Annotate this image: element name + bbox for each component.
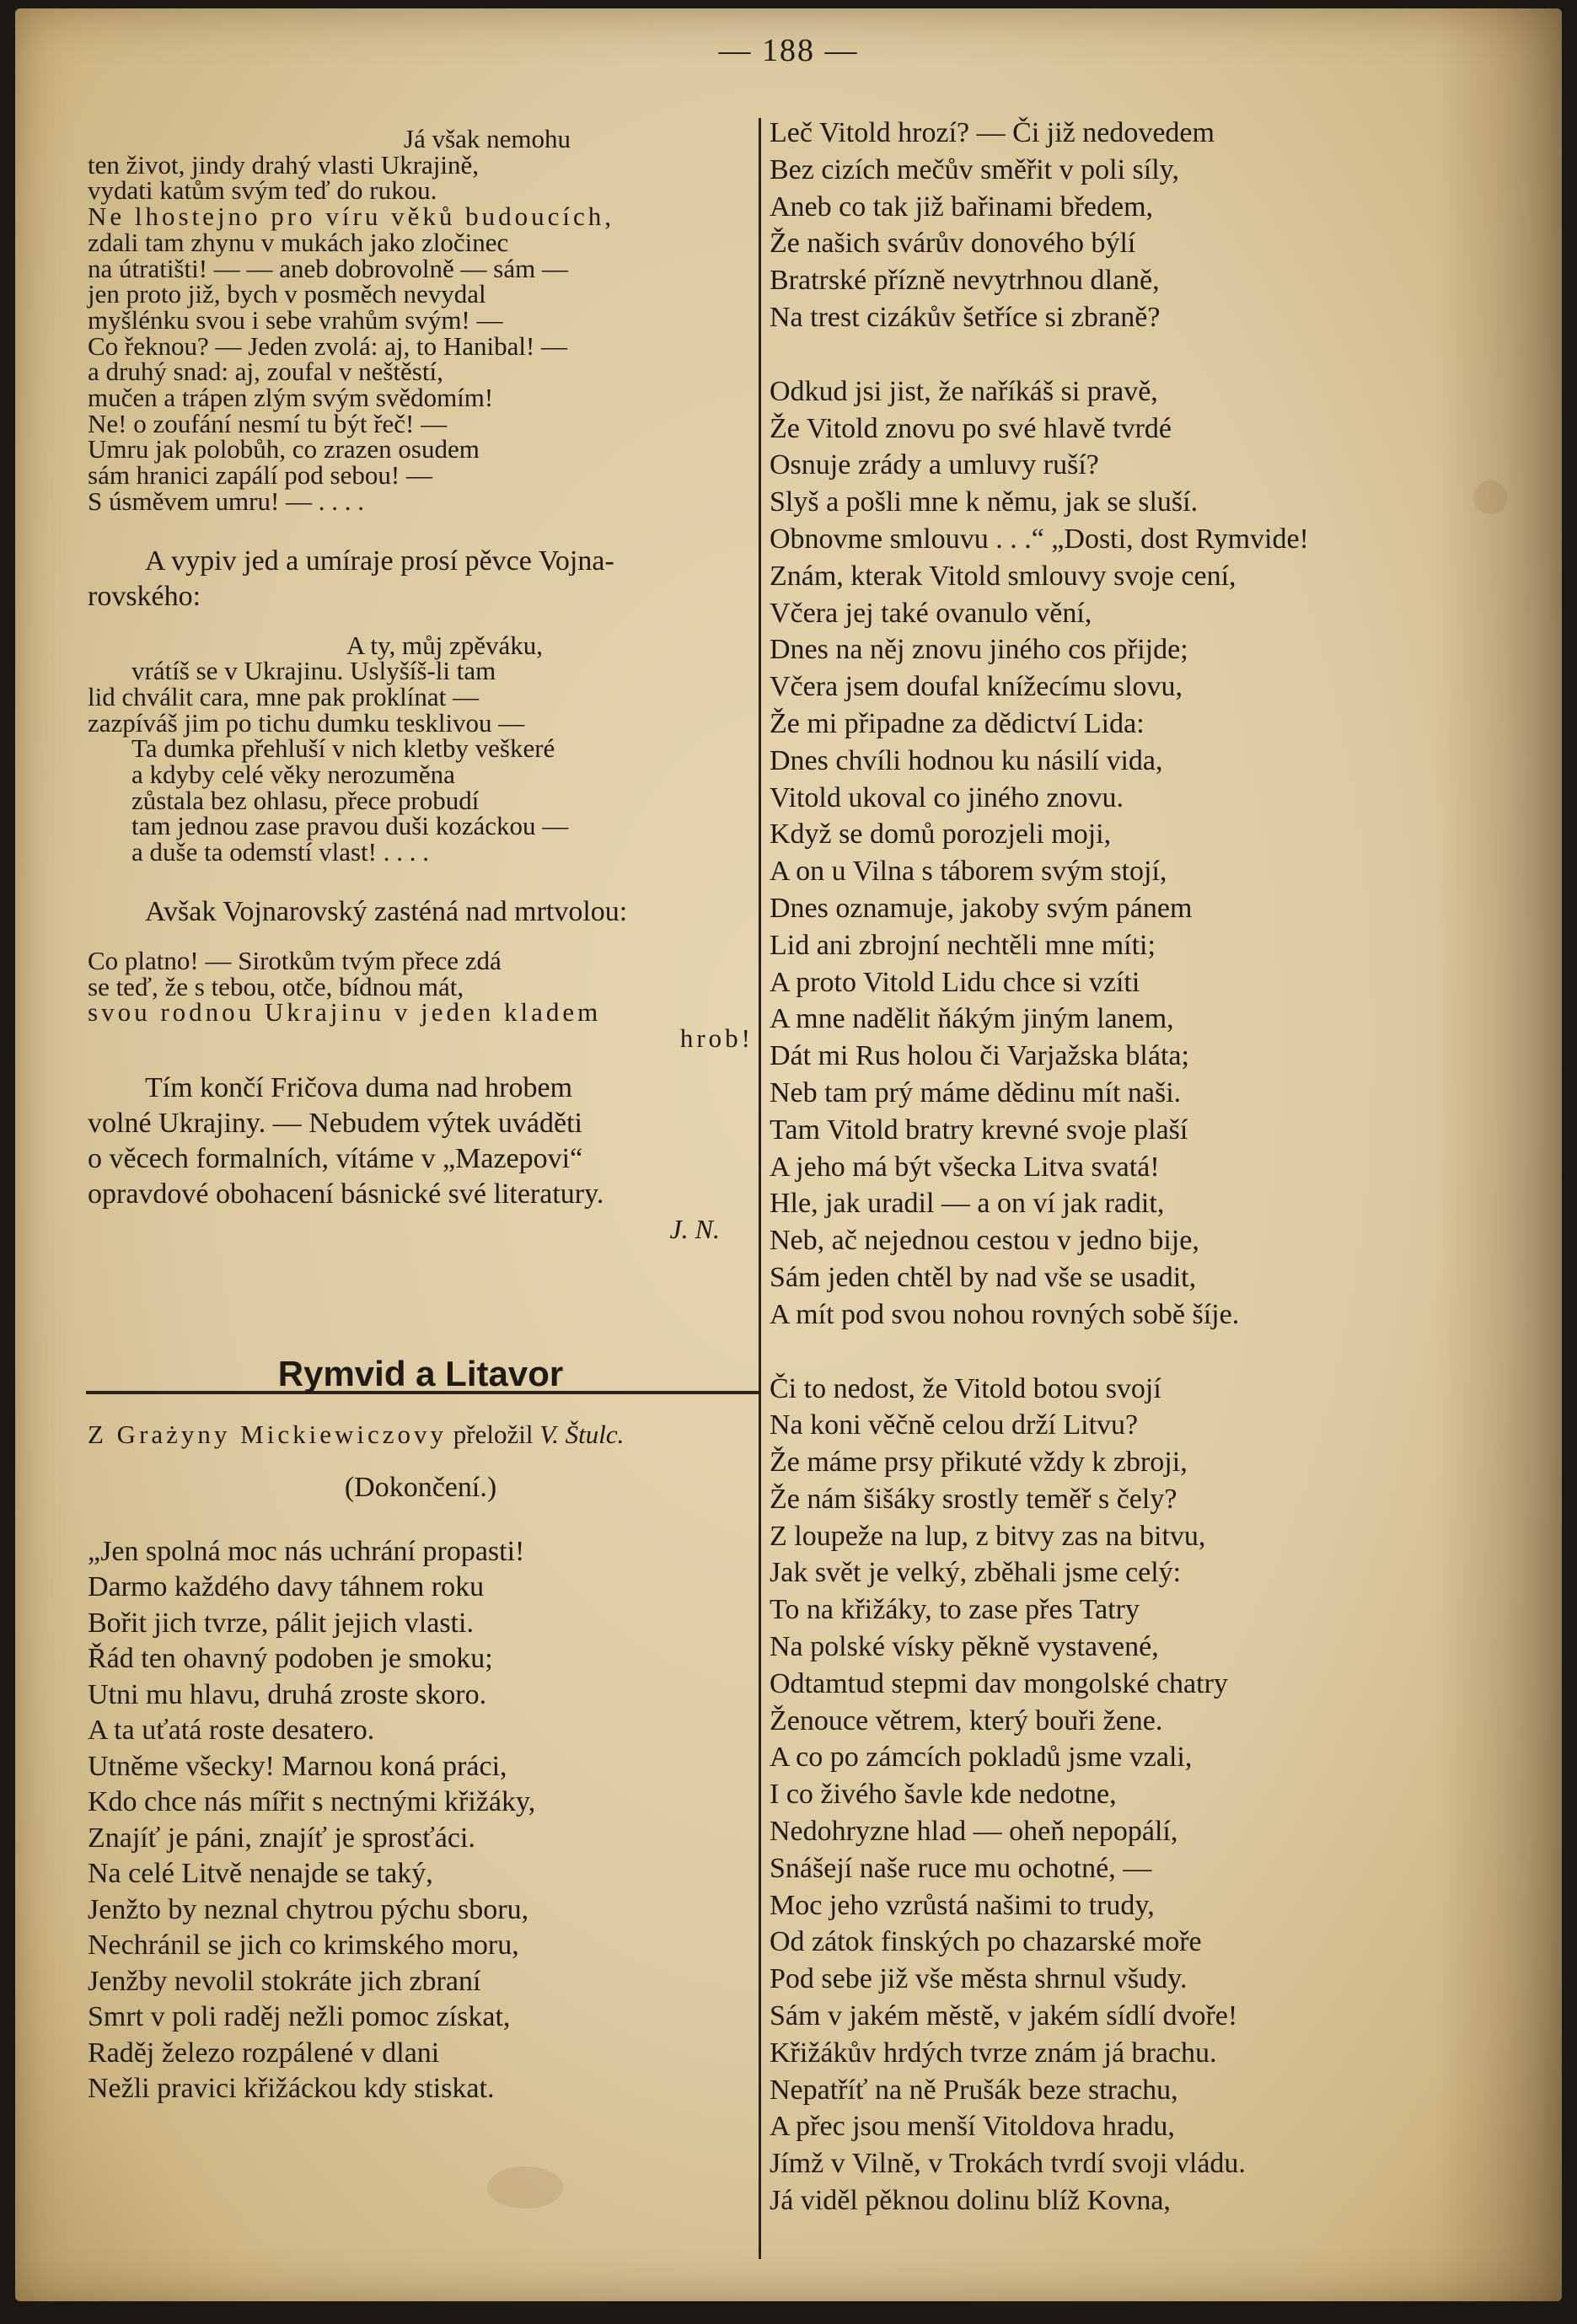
verse-line: ten život, jindy drahý vlasti Ukrajině, (88, 149, 480, 180)
verse-line: Leč Vitold hrozí? — Či již nedovedem (770, 117, 1215, 148)
verse-line: A jeho má být všecka Litva svatá! (770, 1151, 1160, 1183)
verse-line: a duše ta odemstí vlast! . . . . (131, 837, 429, 867)
verse-line: vydati katům svým teď do rukou. (88, 175, 437, 206)
verse-line: Odkud jsi jist, že naříkáš si pravě, (770, 375, 1158, 407)
verse-line: Znám, kterak Vitold smlouvy svoje cení, (770, 560, 1236, 592)
verse-line: Bratrské přízně nevytrhnou dlaně, (770, 265, 1160, 297)
verse-line: Nepatříť na ně Prušák beze strachu, (770, 2074, 1178, 2106)
verse-line: Ženouce větrem, který bouři žene. (770, 1704, 1163, 1736)
verse-line: Lid ani zbrojní nechtěli mne míti; (770, 929, 1156, 961)
verse-line: Jímž v Vilně, v Trokách tvrdí svoji vládu. (770, 2148, 1246, 2180)
poem-left (88, 1534, 754, 2107)
monologue-2 (88, 630, 754, 867)
verse-line: se teď, že s tebou, otče, bídnou mát, (88, 971, 464, 1001)
verse-line: Jak svět je velký, zběhali jsme celý: (770, 1557, 1182, 1589)
verse-line: zazpíváš jim po tichu dumku tesklivou — (88, 707, 525, 738)
paper-stain (487, 2166, 563, 2209)
verse-line: Že mi připadne za dědictví Lida: (770, 707, 1145, 739)
verse-line: Já viděl pěknou dolinu blíž Kovna, (770, 2185, 1171, 2217)
verse-line: Co platno! — Sirotkům tvým přece zdá (88, 945, 502, 975)
verse-line: A přec jsou menší Vitoldova hradu, (770, 2111, 1175, 2143)
section-title: Rymvid a Litavor (277, 1353, 564, 1393)
verse-line: zůstala bez ohlasu, přece probudí (131, 785, 480, 815)
verse-line: Dát mi Rus holou či Varjažska bláta; (770, 1040, 1189, 1072)
subtitle (88, 1418, 754, 1452)
verse-line: Že našich svárův donového býlí (770, 228, 1136, 260)
verse-line: A mít pod svou nohou rovných sobě šíje. (770, 1298, 1240, 1330)
verse-line: Včera jsem doufal knížecímu slovu, (770, 671, 1183, 703)
verse-line: Sám v jakém městě, v jakém sídlí dvoře! (770, 2000, 1238, 2032)
verse-line: Včera jej také ovanulo vění, (770, 597, 1092, 629)
verse-line: Obnovme smlouvu . . .“ „Dosti, dost Rymvide! (770, 523, 1309, 555)
right-column (770, 115, 1444, 2219)
next-page-edge (1435, 8, 1562, 2301)
verse-line: Když se domů porozjeli moji, (770, 818, 1112, 851)
verse-line: Křižákův hrdých tvrze znám já brachu. (770, 2037, 1217, 2069)
verse-line: „Jen spolná moc nás uchrání propasti! (88, 1535, 525, 1567)
monologue-1 (88, 126, 754, 515)
verse-line: A mne nadělit ňákým jiným lanem, (770, 1003, 1174, 1035)
verse-line: Ta dumka přehluší v nich kletby veškeré (131, 733, 555, 764)
verse-line: hrob! (679, 1022, 754, 1053)
verse-line: Že Vitold znovu po své hlavě tvrdé (770, 412, 1172, 444)
verse-line: Znajíť je páni, znajíť je sprosťáci. (88, 1822, 475, 1854)
paper-stain (1473, 480, 1507, 514)
verse-line: Osnuje zrády a umluvy ruší? (770, 449, 1099, 481)
verse-line: Že máme prsy přikuté vždy k zbroji, (770, 1446, 1188, 1479)
prose-line: volné Ukrajiny. — Nebudem výtek uváděti (88, 1107, 582, 1139)
verse-line: Na polské vísky pěkně vystavené, (770, 1631, 1159, 1663)
verse-line: Ne lhostejno pro víru věků budoucích, (88, 201, 614, 232)
verse-line: Co řeknou? — Jeden zvolá: aj, to Hanibal! — (88, 330, 568, 361)
verse-line: Hle, jak uradil — a on ví jak radit, (770, 1188, 1165, 1220)
prose-line: Tím končí Fričova duma nad hrobem (145, 1071, 573, 1103)
verse-line: S úsměvem umru! — . . . . (88, 486, 365, 516)
translator-name: V. Štulc. (539, 1419, 625, 1449)
prose-line: o věcech formalních, vítáme v „Mazepovi“ (88, 1142, 583, 1174)
verse-line: lid chválit cara, mne pak proklínat — (88, 681, 479, 711)
verse-line: To na křižáky, to zase přes Tatry (770, 1594, 1140, 1626)
verse-line: Snášejí naše ruce mu ochotné, — (770, 1852, 1152, 1884)
verse-line: Ne! o zoufání nesmí tu být řeč! — (88, 408, 448, 438)
page-number: — 188 — (718, 33, 859, 68)
verse-line: a kdyby celé věky nerozuměna (131, 759, 455, 790)
verse-line: Já však nemohu (404, 124, 571, 153)
verse-line: Či to nedost, že Vitold botou svojí (770, 1372, 1161, 1404)
verse-line: Neb tam prý máme dědinu mít naši. (770, 1076, 1182, 1108)
left-column (88, 126, 754, 2107)
verse-line: Dnes oznamuje, jakoby svým pánem (770, 892, 1193, 924)
verse-line: Pod sebe již vše města shrnul všudy. (770, 1963, 1188, 1995)
stanza-3 (770, 1371, 1444, 2219)
verse-line: I co živého šavle kde nedotne, (770, 1779, 1117, 1811)
verse-line: A on u Vilna s táborem svým stojí, (770, 856, 1167, 888)
verse-line: Odtamtud stepmi dav mongolské chatry (770, 1667, 1228, 1699)
stanza-1 (770, 115, 1444, 336)
verse-line: Utněme všecky! Marnou koná práci, (88, 1750, 507, 1782)
verse-line: Jenžto by neznal chytrou pýchu sboru, (88, 1893, 529, 1925)
subtitle-translated: přeložil (453, 1419, 534, 1449)
verse-line: A ta uťatá roste desatero. (88, 1715, 375, 1747)
verse-line: Slyš a pošli mne k němu, jak se sluší. (770, 486, 1199, 518)
verse-line: Neb, ač nejednou cestou v jedno bije, (770, 1225, 1199, 1257)
verse-line: Sám jeden chtěl by nad vše se usadit, (770, 1261, 1197, 1293)
verse-line: Nežli pravici křižáckou kdy stiskat. (88, 2073, 495, 2105)
verse-line: Moc jeho vzrůstá našimi to trudy, (770, 1889, 1155, 1921)
verse-line: Kdo chce nás mířit s nectnými křižáky, (88, 1786, 536, 1818)
verse-line: na útratišti! — — aneb dobrovolně — sám — (88, 253, 568, 283)
prose-line: opravdové obohacení básnické své literatury. (88, 1178, 604, 1210)
verse-line: Umru jak polobůh, co zrazen osudem (88, 434, 480, 464)
verse-line: A co po zámcích pokladů jsme vzali, (770, 1742, 1193, 1774)
verse-line: Že nám šišáky srostly teměř s čely? (770, 1483, 1177, 1515)
verse-line: Na trest cizákův šetříce si zbraně? (770, 301, 1161, 333)
verse-line: myšlénku svou i sebe vrahům svým! — (88, 304, 503, 335)
verse-line: Jenžby nevolil stokráte jich zbraní (88, 1965, 481, 1997)
verse-line: Utni mu hlavu, druhá zroste skoro. (88, 1678, 487, 1710)
verse-line: Nechránil se jich co krimského moru, (88, 1930, 519, 1962)
verse-line: A ty, můj zpěváku, (346, 630, 544, 660)
verse-line: Smrt v poli raděj nežli pomoc získat, (88, 2001, 511, 2033)
verse-line: Na koni věčně celou drží Litvu? (770, 1409, 1139, 1441)
prose-line: rovského: (88, 580, 201, 612)
verse-line: Darmo každého davy táhnem roku (88, 1571, 485, 1603)
continuation-note: (Dokončení.) (344, 1471, 497, 1503)
verse-line: Tam Vitold bratry krevné svoje plaší (770, 1114, 1188, 1146)
verse-line: Bez cizích mečův směřit v poli síly, (770, 153, 1179, 185)
signature: J. N. (669, 1213, 720, 1244)
column-divider (759, 118, 761, 2259)
verse-line: Dnes chvíli hodnou ku násilí vida, (770, 744, 1163, 776)
prose-line: Avšak Vojnarovský zasténá nad mrtvolou: (145, 895, 628, 927)
verse-line: Nedohryzne hlad — oheň nepopálí, (770, 1816, 1178, 1848)
verse-line: svou rodnou Ukrajinu v jeden kladem (88, 997, 602, 1028)
scanned-page (15, 8, 1562, 2301)
verse-line: tam jednou zase pravou duši kozáckou — (131, 811, 569, 841)
subtitle-source: Z Grażyny Mickiewiczovy (88, 1419, 447, 1449)
verse-line: mučen a trápen zlým svým svědomím! (88, 383, 494, 413)
prose-paragraph-3 (88, 1071, 754, 1212)
verse-line: sám hranici zapálí pod sebou! — (88, 460, 432, 491)
stanza-2 (770, 373, 1444, 1334)
monologue-3 (88, 945, 754, 1053)
verse-line: Bořit jich tvrze, pálit jejich vlasti. (88, 1607, 474, 1639)
verse-line: Vitold ukoval co jiného znovu. (770, 781, 1124, 813)
verse-line: Raděj železo rozpálené v dlani (88, 2037, 440, 2069)
verse-line: A proto Vitold Lidu chce si vzíti (770, 966, 1140, 998)
verse-line: jen proto již, bych v posměch nevydal (88, 279, 486, 309)
verse-line: Z loupeže na lup, z bitvy zas na bitvu, (770, 1520, 1206, 1552)
verse-line: a druhý snad: aj, zoufal v neštěstí, (88, 357, 443, 387)
verse-line: Na celé Litvě nenajde se taký, (88, 1858, 433, 1890)
verse-line: zdali tam zhynu v mukách jako zločinec (88, 227, 509, 257)
verse-line: Řád ten ohavný podoben je smoku; (88, 1643, 493, 1675)
verse-line: Od zátok finských po chazarské moře (770, 1926, 1202, 1958)
verse-line: Aneb co tak již bařinami bředem, (770, 191, 1154, 223)
prose-paragraph-1 (88, 544, 754, 615)
prose-line: A vypiv jed a umíraje prosí pěvce Vojna- (145, 545, 614, 577)
verse-line: vrátíš se v Ukrajinu. Uslyšíš-li tam (131, 656, 496, 686)
verse-line: Dnes na něj znovu jiného cos přijde; (770, 634, 1188, 666)
